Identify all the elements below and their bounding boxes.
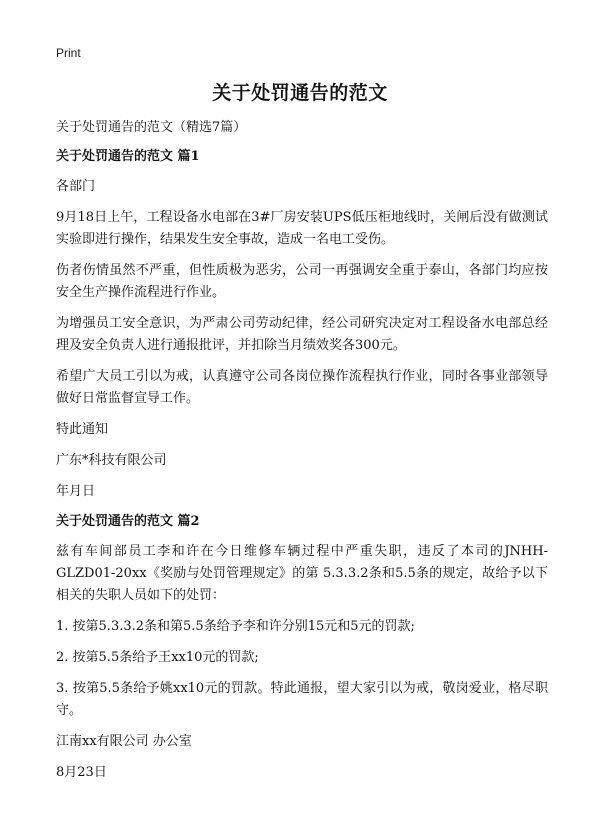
list-item: 1. 按第5.3.3.2条和第5.5条给予李和许分别15元和5元的罚款; — [56, 619, 415, 634]
section-2 — [56, 512, 548, 784]
paragraph: 希望广大员工引以为戒，认真遵守公司各岗位操作流程执行作业，同时各事业部领导做好日常监督宣导工作。 — [56, 369, 548, 406]
document-body — [56, 118, 548, 793]
print-link[interactable]: Print — [56, 46, 81, 60]
section-heading: 关于处罚通告的范文 篇2 — [56, 514, 200, 529]
section-heading: 关于处罚通告的范文 篇1 — [56, 149, 200, 164]
section-1 — [56, 147, 548, 503]
paragraph: 伤者伤情虽然不严重，但性质极为恶劣，公司一再强调安全重于泰山，各部门均应按安全生产操作流程进行作业。 — [56, 263, 548, 300]
paragraph: 兹有车间部员工李和许在今日维修车辆过程中严重失职，违反了本司的JNHH-GLZD01-20xx《奖励与处罚管理规定》的第 5.3.3.2条和5.5条的规定，故给予以下相关的失职人员如下的处罚： — [56, 544, 548, 603]
list-item: 2. 按第5.5条给予王xx10元的罚款; — [56, 650, 259, 665]
salutation: 各部门 — [56, 179, 96, 194]
list-item: 3. 按第5.5条给予姚xx10元的罚款。特此通报，望大家引以为戒，敬岗爱业，格尽职守。 — [56, 681, 548, 718]
document-title: 关于处罚通告的范文 — [212, 82, 388, 104]
paragraph: 为增强员工安全意识，为严肃公司劳动纪律，经公司研究决定对工程设备水电部总经理及安全负责人进行通报批评，并扣除当月绩效奖各300元。 — [56, 316, 548, 353]
document-subtitle: 关于处罚通告的范文（精选7篇） — [56, 120, 247, 135]
signature-company: 江南xx有限公司 办公室 — [56, 734, 192, 749]
signature-company: 广东*科技有限公司 — [56, 453, 167, 468]
signature-date: 年月日 — [56, 484, 96, 499]
paragraph: 9月18日上午，工程设备水电部在3#厂房安装UPS低压柜地线时，关闸后没有做测试实验即进行操作，结果发生安全事故，造成一名电工受伤。 — [56, 210, 548, 247]
closing-line: 特此通知 — [56, 422, 109, 437]
signature-date: 8月23日 — [56, 765, 107, 780]
